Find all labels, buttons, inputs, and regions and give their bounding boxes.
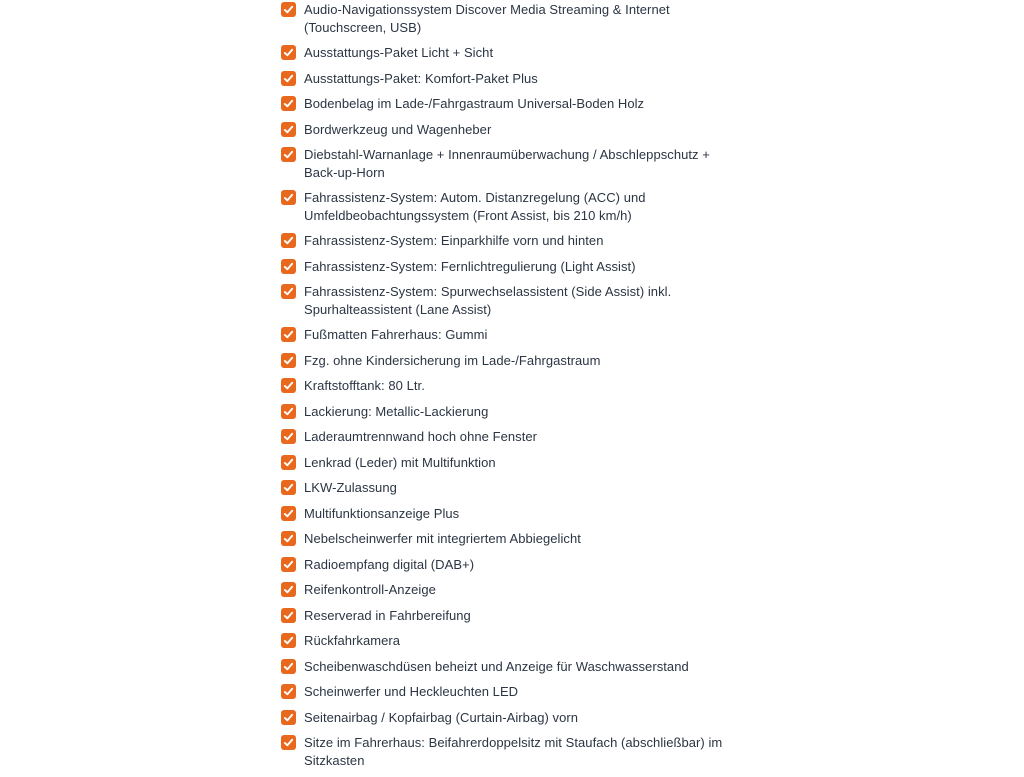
feature-list-item — [281, 581, 746, 599]
checked-checkbox-icon — [281, 735, 296, 750]
checked-checkbox-icon — [281, 96, 296, 111]
checked-checkbox-icon — [281, 429, 296, 444]
checked-checkbox-icon — [281, 404, 296, 419]
checked-checkbox-icon — [281, 531, 296, 546]
feature-label: Diebstahl-Warnanlage + Innenraumüberwachung / Abschleppschutz + Back-up-Horn — [304, 147, 710, 180]
checked-checkbox-icon — [281, 147, 296, 162]
feature-list-item — [281, 607, 746, 625]
checked-checkbox-icon — [281, 327, 296, 342]
feature-label: Bordwerkzeug und Wagenheber — [304, 121, 492, 137]
feature-list-item — [281, 428, 746, 446]
checked-checkbox-icon — [281, 233, 296, 248]
feature-list-item — [281, 556, 746, 574]
feature-list-item — [281, 530, 746, 548]
checked-checkbox-icon — [281, 557, 296, 572]
feature-list-item — [281, 146, 746, 181]
feature-label: Fzg. ohne Kindersicherung im Lade-/Fahrgastraum — [304, 352, 601, 368]
feature-label: Lackierung: Metallic-Lackierung — [304, 403, 489, 419]
feature-label: Sitze im Fahrerhaus: Beifahrerdoppelsitz mit Staufach (abschließbar) im Sitzkasten — [304, 735, 723, 768]
checked-checkbox-icon — [281, 582, 296, 597]
feature-label: Ausstattungs-Paket Licht + Sicht — [304, 45, 494, 60]
feature-label: Scheinwerfer und Heckleuchten LED — [304, 684, 519, 699]
checked-checkbox-icon — [281, 608, 296, 623]
feature-list-item — [281, 403, 746, 421]
checked-checkbox-icon — [281, 506, 296, 521]
feature-label: Reifenkontroll-Anzeige — [304, 582, 436, 597]
feature-list-item — [281, 658, 746, 676]
checked-checkbox-icon — [281, 190, 296, 205]
feature-label: Laderaumtrennwand hoch ohne Fenster — [304, 429, 538, 444]
feature-label: Fahrassistenz-System: Einparkhilfe vorn und hinten — [304, 233, 604, 248]
feature-label: Multifunktionsanzeige Plus — [304, 505, 460, 521]
feature-list-item — [281, 189, 746, 224]
feature-list-item — [281, 454, 746, 472]
feature-list-item — [281, 505, 746, 523]
feature-label: Audio-Navigationssystem Discover Media Streaming & Internet (Touchscreen, USB) — [304, 2, 670, 35]
feature-label: LKW-Zulassung — [304, 480, 397, 495]
feature-list-item — [281, 283, 746, 318]
feature-label: Reserverad in Fahrbereifung — [304, 607, 471, 623]
feature-list-item — [281, 121, 746, 139]
feature-list-item — [281, 479, 746, 497]
checked-checkbox-icon — [281, 684, 296, 699]
checked-checkbox-icon — [281, 455, 296, 470]
feature-label: Kraftstofftank: 80 Ltr. — [304, 378, 425, 393]
checked-checkbox-icon — [281, 480, 296, 495]
feature-list-item — [281, 232, 746, 250]
checked-checkbox-icon — [281, 2, 296, 17]
feature-label: Fahrassistenz-System: Fernlichtregulierung (Light Assist) — [304, 258, 636, 274]
feature-label: Fahrassistenz-System: Autom. Distanzregelung (ACC) und Umfeldbeobachtungssystem (Front Assist, bis 210 km/h) — [304, 190, 646, 223]
feature-label: Nebelscheinwerfer mit integriertem Abbiegelicht — [304, 531, 581, 546]
checked-checkbox-icon — [281, 353, 296, 368]
checked-checkbox-icon — [281, 633, 296, 648]
feature-label: Lenkrad (Leder) mit Multifunktion — [304, 454, 496, 470]
checked-checkbox-icon — [281, 122, 296, 137]
feature-list-item — [281, 44, 746, 62]
feature-label: Fahrassistenz-System: Spurwechselassistent (Side Assist) inkl. Spurhalteassistent (Lane Assist) — [304, 284, 672, 317]
feature-label: Ausstattungs-Paket: Komfort-Paket Plus — [304, 70, 538, 86]
feature-label: Radioempfang digital (DAB+) — [304, 556, 475, 572]
feature-list-item — [281, 70, 746, 88]
feature-label: Seitenairbag / Kopfairbag (Curtain-Airbag) vorn — [304, 709, 579, 725]
feature-list-item — [281, 377, 746, 395]
checked-checkbox-icon — [281, 659, 296, 674]
feature-list-item — [281, 683, 746, 701]
feature-list-item — [281, 95, 746, 113]
checked-checkbox-icon — [281, 710, 296, 725]
feature-list-item — [281, 258, 746, 276]
checked-checkbox-icon — [281, 259, 296, 274]
vehicle-features-list — [281, 1, 746, 777]
feature-list-item — [281, 352, 746, 370]
feature-label: Scheibenwaschdüsen beheizt und Anzeige für Waschwasserstand — [304, 658, 689, 674]
feature-label: Fußmatten Fahrerhaus: Gummi — [304, 327, 488, 342]
feature-label: Rückfahrkamera — [304, 633, 401, 648]
feature-list-item — [281, 632, 746, 650]
feature-list-item — [281, 734, 746, 769]
checked-checkbox-icon — [281, 71, 296, 86]
checked-checkbox-icon — [281, 45, 296, 60]
checked-checkbox-icon — [281, 378, 296, 393]
feature-list-item — [281, 709, 746, 727]
feature-label: Bodenbelag im Lade-/Fahrgastraum Universal-Boden Holz — [304, 96, 645, 111]
feature-list-item — [281, 1, 746, 36]
checked-checkbox-icon — [281, 284, 296, 299]
feature-list-item — [281, 326, 746, 344]
